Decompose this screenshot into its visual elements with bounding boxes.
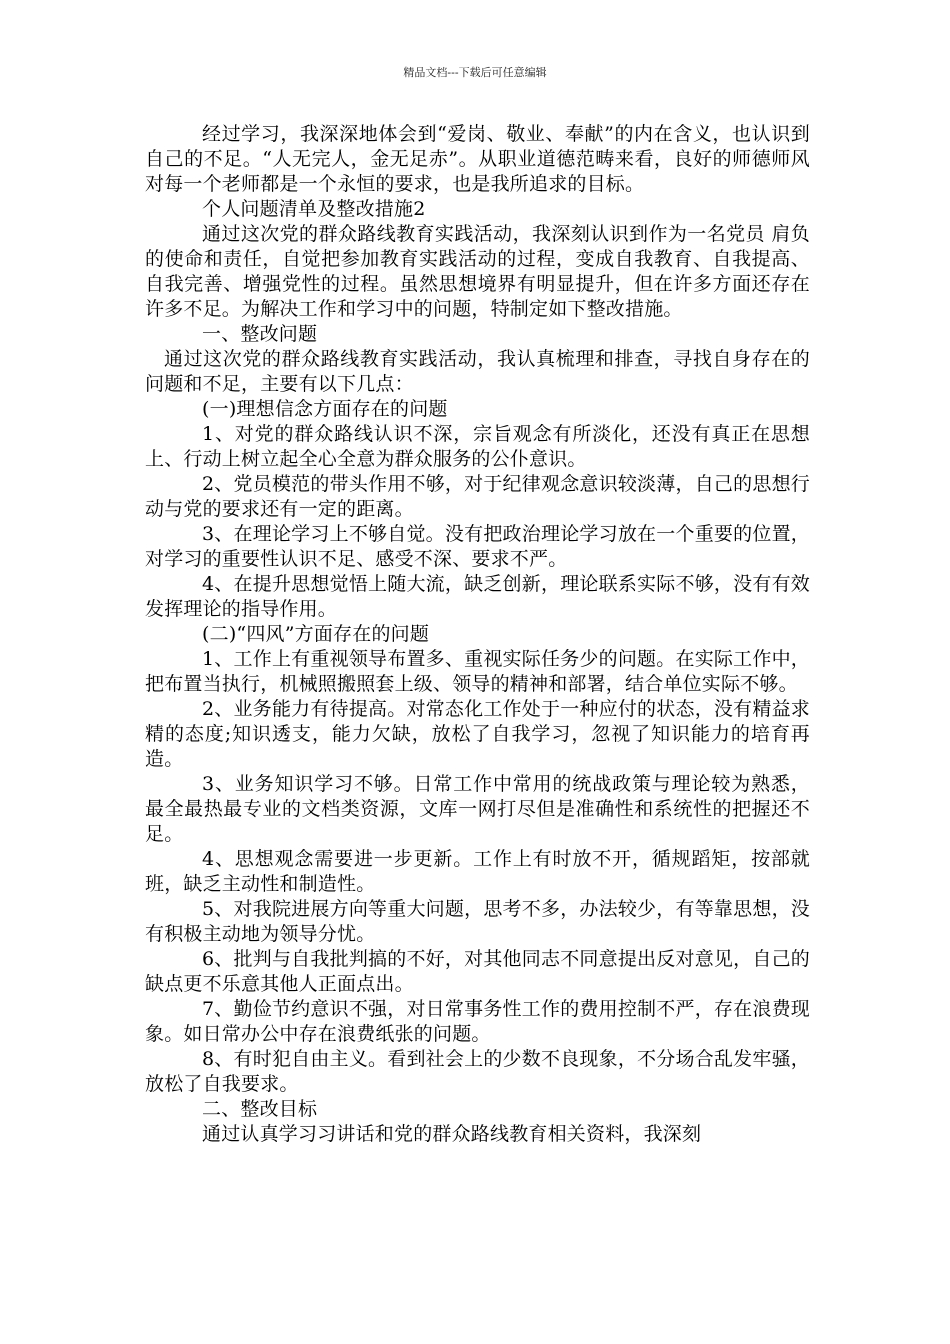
- section-title: 个人问题清单及整改措施2: [202, 198, 426, 220]
- document-body: [145, 122, 810, 1147]
- paragraph: 通过这次党的群众路线教育实践活动，我深刻认识到作为一名党员 肩负的使命和责任，自觉把参加教育实践活动的过程，变成自我教育、自我提高、自我完善、增强党性的过程。虽然思想境界有明显提升，但在许多方面还存在许多不足。为解决工作和学习中的问题，特制定如下整改措施。: [145, 223, 810, 320]
- list-item: 1、对党的群众路线认识不深，宗旨观念有所淡化，还没有真正在思想上、行动上树立起全心全意为群众服务的公仆意识。: [145, 423, 810, 470]
- section-heading: 二、整改目标: [202, 1098, 318, 1120]
- list-item: 2、党员模范的带头作用不够，对于纪律观念意识较淡薄，自己的思想行动与党的要求还有一定的距离。: [145, 473, 810, 520]
- list-item: 7、勤俭节约意识不强，对日常事务性工作的费用控制不严，存在浪费现象。如日常办公中存在浪费纸张的问题。: [145, 998, 810, 1045]
- page-header: 精品文档---下载后可任意编辑: [403, 66, 547, 79]
- list-item: 4、思想观念需要进一步更新。工作上有时放不开，循规蹈矩，按部就班，缺乏主动性和制造性。: [145, 848, 810, 895]
- list-item: 2、业务能力有待提高。对常态化工作处于一种应付的状态，没有精益求精的态度;知识透支，能力欠缺，放松了自我学习，忽视了知识能力的培育再造。: [145, 698, 810, 770]
- subsection-heading: (二)“四风”方面存在的问题: [202, 623, 430, 645]
- list-item: 1、工作上有重视领导布置多、重视实际任务少的问题。在实际工作中，把布置当执行，机械照搬照套上级、领导的精神和部署，结合单位实际不够。: [145, 648, 810, 695]
- paragraph: 通过这次党的群众路线教育实践活动，我认真梳理和排查，寻找自身存在的问题和不足，主要有以下几点：: [145, 348, 810, 395]
- list-item: 8、有时犯自由主义。看到社会上的少数不良现象，不分场合乱发牢骚，放松了自我要求。: [145, 1048, 810, 1095]
- list-item: 5、对我院进展方向等重大问题，思考不多，办法较少，有等靠思想，没有积极主动地为领导分忧。: [145, 898, 810, 945]
- subsection-heading: (一)理想信念方面存在的问题: [202, 398, 448, 420]
- list-item: 3、业务知识学习不够。日常工作中常用的统战政策与理论较为熟悉， 最全最热最专业的文档类资源，文库一网打尽但是准确性和系统性的把握还不足。: [145, 773, 810, 845]
- section-heading: 一、整改问题: [202, 323, 318, 345]
- list-item: 4、在提升思想觉悟上随大流，缺乏创新，理论联系实际不够，没有有效发挥理论的指导作用。: [145, 573, 810, 620]
- paragraph: 经过学习，我深深地体会到“爱岗、敬业、奉献”的内在含义，也认识到自己的不足。“人无完人，金无足赤”。从职业道德范畴来看，良好的师德师风对每一个老师都是一个永恒的要求，也是我所追求的目标。: [145, 123, 810, 195]
- list-item: 3、在理论学习上不够自觉。没有把政治理论学习放在一个重要的位置，对学习的重要性认识不足、感受不深、要求不严。: [145, 523, 810, 570]
- list-item: 6、批判与自我批判搞的不好，对其他同志不同意提出反对意见，自己的缺点更不乐意其他人正面点出。: [145, 948, 810, 995]
- paragraph: 通过认真学习习讲话和党的群众路线教育相关资料，我深刻: [202, 1123, 702, 1145]
